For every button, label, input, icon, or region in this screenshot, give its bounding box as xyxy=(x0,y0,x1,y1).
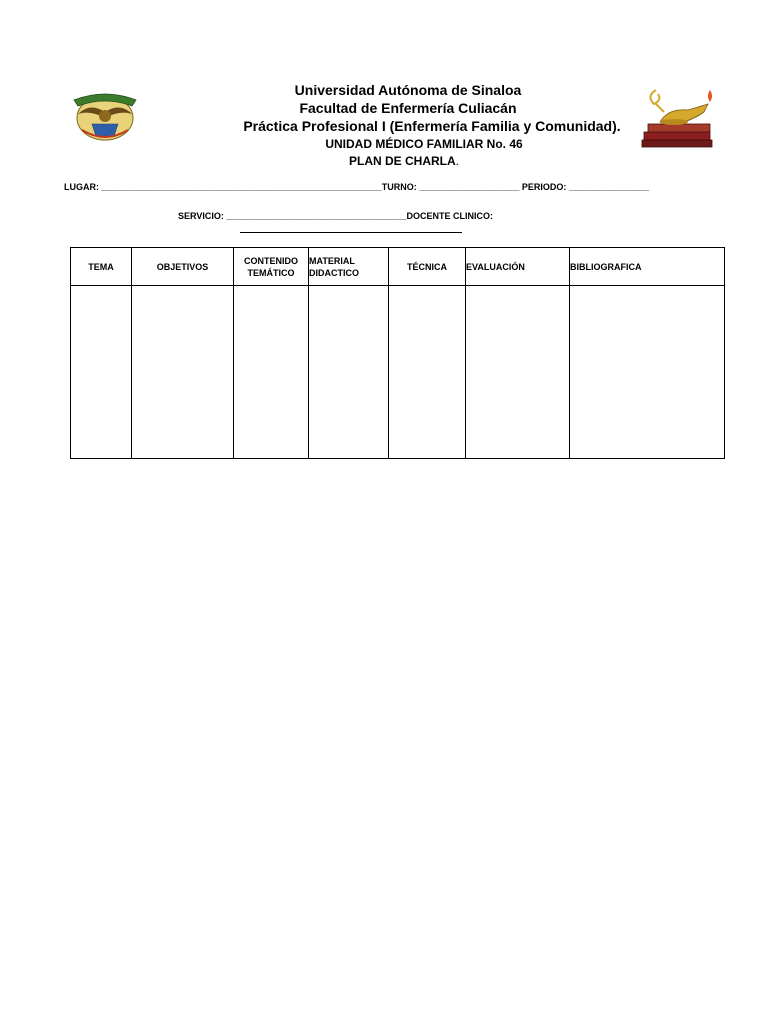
cell-objetivos[interactable] xyxy=(132,286,234,459)
plan-title-period: . xyxy=(455,154,459,168)
header-bibliografica: BIBLIOGRAFICA xyxy=(570,248,725,286)
university-name: Universidad Autónoma de Sinaloa xyxy=(294,82,522,98)
header-evaluacion: EVALUACIÓN xyxy=(466,248,570,286)
header-material-2: DIDACTICO xyxy=(309,267,359,278)
cell-bibliografica[interactable] xyxy=(570,286,725,459)
table-row xyxy=(71,286,725,459)
header-tecnica: TÉCNICA xyxy=(389,248,466,286)
plan-title-text: PLAN DE CHARLA xyxy=(348,154,456,168)
header-objetivos: OBJETIVOS xyxy=(132,248,234,286)
header-contenido-2: TEMÁTICO xyxy=(247,267,295,278)
plan-table xyxy=(70,247,725,459)
faculty-name: Facultad de Enfermería Culiacán xyxy=(299,100,517,116)
lugar-turno-periodo-line: LUGAR: ________________________________________________________TURNO: ____________________ PERIODO: ________________ xyxy=(64,182,649,192)
header-material-1: MATERIAL xyxy=(309,255,355,266)
plan-title xyxy=(20,154,768,168)
header-contenido xyxy=(234,248,309,286)
signature-underline xyxy=(240,232,462,233)
table-header-row xyxy=(71,248,725,286)
header-tema: TEMA xyxy=(71,248,132,286)
cell-tema[interactable] xyxy=(71,286,132,459)
unit-title: UNIDAD MÉDICO FAMILIAR No. 46 xyxy=(325,137,523,151)
cell-contenido[interactable] xyxy=(234,286,309,459)
course-title: Práctica Profesional I (Enfermería Familia y Comunidad). xyxy=(243,118,621,134)
cell-tecnica[interactable] xyxy=(389,286,466,459)
cell-evaluacion[interactable] xyxy=(466,286,570,459)
cell-material[interactable] xyxy=(309,286,389,459)
servicio-docente-line: SERVICIO: ____________________________________DOCENTE CLINICO: xyxy=(178,211,494,221)
header-contenido-1: CONTENIDO xyxy=(244,255,298,266)
header-material xyxy=(309,248,389,286)
